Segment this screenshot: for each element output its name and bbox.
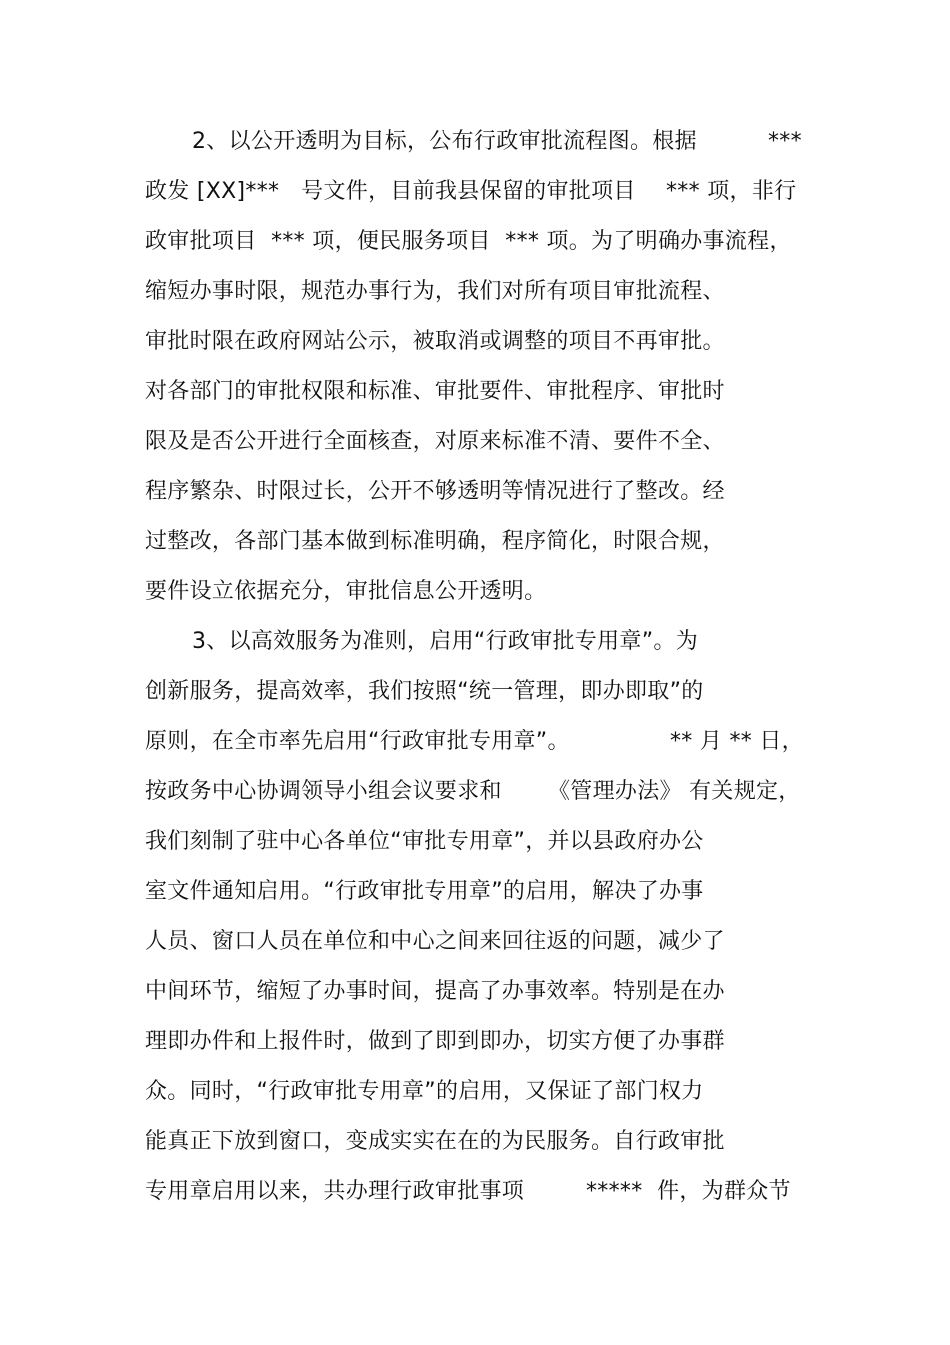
paragraph-2-line-3: [0, 222, 950, 262]
paragraph-3-line-3: [0, 722, 950, 762]
text-segment: 室文件通知启用。“行政审批专用章”的启用，解决了办事: [145, 879, 704, 904]
text-segment: ***: [768, 129, 802, 154]
paragraph-3-line-5: [0, 822, 950, 862]
text-segment: ***** 件，为群众节: [586, 1179, 791, 1204]
paragraph-3-line-2: [0, 672, 950, 712]
text-segment: 《管理办法》 有关规定，: [548, 779, 801, 804]
paragraph-3-line-6: [0, 872, 950, 912]
text-segment: 理即办件和上报件时，做到了即到即办，切实方便了办事群: [145, 1029, 725, 1054]
text-segment: 3、以高效服务为准则，启用“行政审批专用章”。为: [192, 629, 698, 654]
paragraph-2-line-10: [0, 572, 950, 612]
text-segment: 限及是否公开进行全面核查，对原来标准不清、要件不全、: [145, 429, 725, 454]
text-segment: 中间环节，缩短了办事时间，提高了办事效率。特别是在办: [145, 979, 725, 1004]
text-segment: 能真正下放到窗口，变成实实在在的为民服务。自行政审批: [145, 1129, 725, 1154]
text-segment: 众。同时，“行政审批专用章”的启用，又保证了部门权力: [145, 1079, 704, 1104]
paragraph-2-line-2: [0, 172, 950, 212]
text-segment: 缩短办事时限，规范办事行为，我们对所有项目审批流程、: [145, 279, 725, 304]
paragraph-3-line-7: [0, 922, 950, 962]
text-segment: 要件设立依据充分，审批信息公开透明。: [145, 579, 547, 604]
paragraph-3-line-10: [0, 1072, 950, 1112]
text-segment: 政发 [XX]*** 号文件，目前我县保留的审批项目: [145, 179, 636, 204]
text-segment: 对各部门的审批权限和标准、审批要件、审批程序、审批时: [145, 379, 725, 404]
paragraph-3-line-9: [0, 1022, 950, 1062]
paragraph-3-line-11: [0, 1122, 950, 1162]
text-segment: 政审批项目 *** 项，便民服务项目 *** 项。为了明确办事流程，: [145, 229, 792, 254]
paragraph-2-line-1: [0, 122, 950, 162]
text-segment: 创新服务，提高效率，我们按照“统一管理，即办即取”的: [145, 679, 704, 704]
text-segment: 专用章启用以来，共办理行政审批事项: [145, 1179, 525, 1204]
paragraph-2-line-8: [0, 472, 950, 512]
text-segment: 我们刻制了驻中心各单位“审批专用章”，并以县政府办公: [145, 829, 704, 854]
text-segment: *** 项，非行: [666, 179, 797, 204]
paragraph-2-line-7: [0, 422, 950, 462]
paragraph-2-line-5: [0, 322, 950, 362]
text-segment: 人员、窗口人员在单位和中心之间来回往返的问题，减少了: [145, 929, 725, 954]
paragraph-3-line-1: [0, 622, 950, 662]
text-segment: ** 月 ** 日，: [670, 729, 804, 754]
text-segment: 程序繁杂、时限过长，公开不够透明等情况进行了整改。经: [145, 479, 725, 504]
paragraph-3-line-4: [0, 772, 950, 812]
paragraph-2-line-9: [0, 522, 950, 562]
paragraph-2-line-6: [0, 372, 950, 412]
text-segment: 过整改，各部门基本做到标准明确，程序简化，时限合规，: [145, 529, 725, 554]
paragraph-2-line-4: [0, 272, 950, 312]
text-segment: 2、以公开透明为目标，公布行政审批流程图。根据: [192, 129, 697, 154]
paragraph-3-line-8: [0, 972, 950, 1012]
paragraph-3-line-12: [0, 1172, 950, 1212]
text-segment: 按政务中心协调领导小组会议要求和: [145, 779, 502, 804]
text-segment: 审批时限在政府网站公示，被取消或调整的项目不再审批。: [145, 329, 725, 354]
text-segment: 原则，在全市率先启用“行政审批专用章”。: [145, 729, 570, 754]
